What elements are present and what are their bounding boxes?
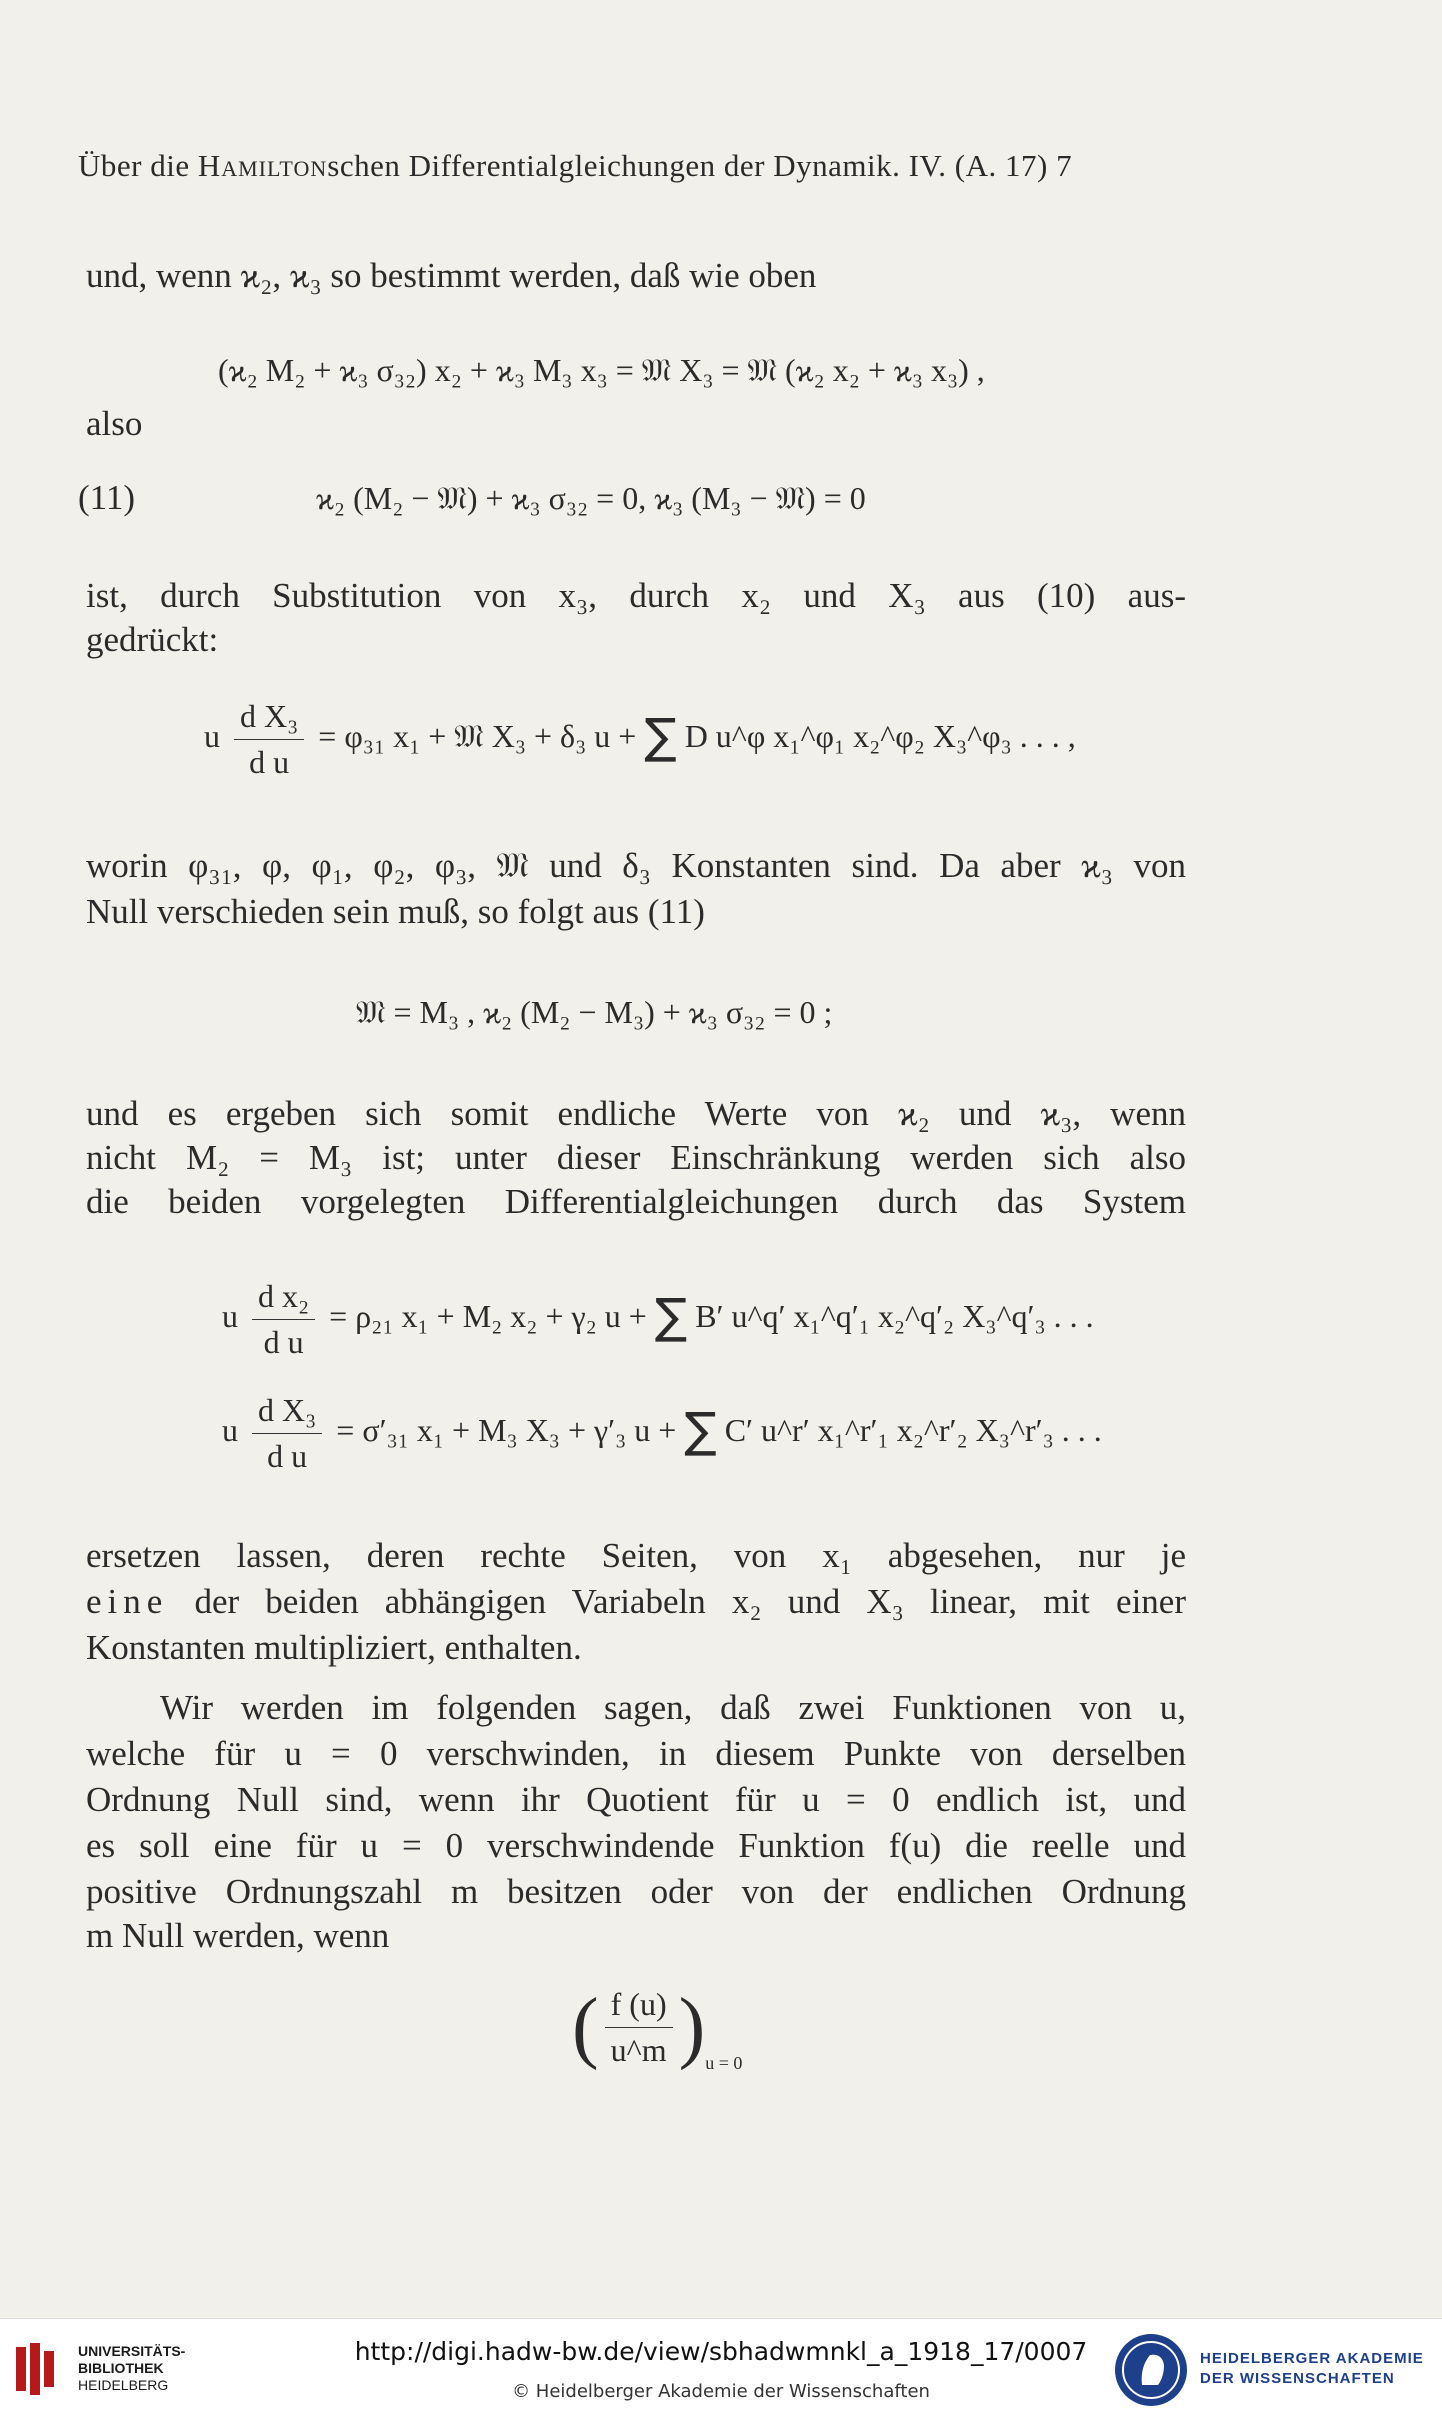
academy-line-2: DER WISSENSCHAFTEN bbox=[1200, 2370, 1395, 2387]
system-equation-2 bbox=[222, 1392, 1102, 1475]
academy-seal-icon bbox=[1112, 2331, 1190, 2409]
text-line: es soll eine für u = 0 verschwindende Funktion f(u) die reelle und bbox=[86, 1826, 1186, 1865]
text-line: positive Ordnungszahl m besitzen oder von der endlichen Ordnung bbox=[86, 1872, 1186, 1911]
text-line bbox=[86, 1580, 1186, 1624]
eq2-u: u bbox=[204, 717, 220, 754]
sys2-rhs: = σ′₃₁ x₁ + M₃ X₃ + γ′₃ u + bbox=[336, 1411, 677, 1448]
text-line: ersetzen lassen, deren rechte Seiten, von x₁ abgesehen, nur je bbox=[86, 1536, 1186, 1575]
line-rest: der beiden abhängigen Variabeln x₂ und X₃ linear, mit einer bbox=[168, 1582, 1186, 1621]
text-line: ist, durch Substitution von x₃, durch x₂ und X₃ aus (10) aus- bbox=[86, 576, 1186, 615]
eq2-rhs: = φ₃₁ x₁ + 𝔐 X₃ + δ₃ u + bbox=[318, 717, 637, 754]
permalink-url[interactable]: http://digi.hadw-bw.de/view/sbhadwmnkl_a_1918_17/0007 bbox=[354, 2337, 1088, 2366]
academy-line-1: HEIDELBERGER AKADEMIE bbox=[1200, 2350, 1424, 2367]
ub-line-3: HEIDELBERG bbox=[78, 2377, 169, 2393]
equation-2 bbox=[204, 698, 1076, 781]
summation-symbol: ∑ bbox=[644, 708, 677, 765]
final-denominator: u^m bbox=[610, 2032, 667, 2068]
academy-name bbox=[1200, 2349, 1424, 2389]
header-name: Hamilton bbox=[197, 148, 328, 183]
summation-symbol: ∑ bbox=[684, 1402, 717, 1459]
sys2-u: u bbox=[222, 1411, 238, 1448]
text-line: Konstanten multipliziert, enthalten. bbox=[86, 1628, 582, 1667]
final-numerator: f (u) bbox=[605, 1986, 673, 2028]
eq2-tail: D u^φ x₁^φ₁ x₂^φ₂ X₃^φ₃ . . . , bbox=[684, 717, 1076, 754]
left-paren: ( bbox=[572, 1983, 599, 2071]
sys1-tail: B′ u^q′ x₁^q′₁ x₂^q′₂ X₃^q′₃ . . . bbox=[695, 1297, 1094, 1334]
ub-line-2: BIBLIOTHEK bbox=[78, 2360, 164, 2376]
eq2-fraction bbox=[234, 698, 304, 781]
sys1-numerator: d x₂ bbox=[252, 1278, 315, 1320]
equation-1: (ϰ₂ M₂ + ϰ₃ σ₃₂) x₂ + ϰ₃ M₃ x₃ = 𝔐 X₃ = 𝔐 (ϰ₂ x₂ + ϰ₃ x₃) , bbox=[218, 352, 985, 388]
summation-symbol: ∑ bbox=[654, 1288, 688, 1345]
sys2-tail: C′ u^r′ x₁^r′₁ x₂^r′₂ X₃^r′₃ . . . bbox=[724, 1411, 1102, 1448]
spaced-word: eine bbox=[86, 1582, 169, 1621]
equation-11: ϰ₂ (M₂ − 𝔐) + ϰ₃ σ₃₂ = 0, ϰ₃ (M₃ − 𝔐) = 0 bbox=[316, 480, 866, 516]
sys1-denominator: d u bbox=[263, 1324, 304, 1360]
text-line: und es ergeben sich somit endliche Werte von ϰ₂ und ϰ₃, wenn bbox=[86, 1094, 1186, 1133]
footer-bar bbox=[0, 2318, 1442, 2421]
right-paren: ) bbox=[678, 1983, 706, 2071]
sys2-fraction bbox=[252, 1392, 322, 1475]
final-fraction bbox=[605, 1986, 673, 2069]
eq2-denominator: d u bbox=[249, 744, 290, 780]
text-line: und, wenn ϰ₂, ϰ₃ so bestimmt werden, daß wie oben bbox=[86, 256, 817, 295]
final-subscript: u = 0 bbox=[705, 2052, 743, 2073]
text-line: Null verschieden sein muß, so folgt aus (11) bbox=[86, 892, 705, 931]
equation-number: (11) bbox=[78, 478, 136, 517]
sys1-fraction bbox=[252, 1278, 315, 1361]
equation-3: 𝔐 = M₃ , ϰ₂ (M₂ − M₃) + ϰ₃ σ₃₂ = 0 ; bbox=[356, 994, 833, 1030]
text-line: welche für u = 0 verschwinden, in diesem Punkte von derselben bbox=[86, 1734, 1186, 1773]
text-line: Wir werden im folgenden sagen, daß zwei Funktionen von u, bbox=[160, 1688, 1186, 1727]
header-prefix: Über die bbox=[78, 148, 198, 183]
text-line: Ordnung Null sind, wenn ihr Quotient für u = 0 endlich ist, und bbox=[86, 1780, 1186, 1819]
copyright-notice: © Heidelberger Akademie der Wissenschaften bbox=[512, 2381, 930, 2402]
sys2-denominator: d u bbox=[267, 1438, 308, 1474]
text-line: nicht M₂ = M₃ ist; unter dieser Einschränkung werden sich also bbox=[86, 1138, 1186, 1177]
sys1-rhs: = ρ₂₁ x₁ + M₂ x₂ + γ₂ u + bbox=[329, 1297, 647, 1334]
running-header bbox=[78, 148, 1188, 184]
text-line: gedrückt: bbox=[86, 620, 219, 659]
ub-line-1: UNIVERSITÄTS- bbox=[78, 2343, 186, 2359]
system-equation-1 bbox=[222, 1278, 1094, 1361]
text-line: worin φ₃₁, φ, φ₁, φ₂, φ₃, 𝔐 und δ₃ Konstanten sind. Da aber ϰ₃ von bbox=[86, 846, 1186, 885]
text-line: die beiden vorgelegten Differentialgleichungen durch das System bbox=[86, 1182, 1186, 1221]
final-expression bbox=[572, 1982, 742, 2074]
header-suffix: schen Differentialgleichungen der Dynamik. IV. (A. 17) 7 bbox=[327, 148, 1073, 183]
sys2-numerator: d X₃ bbox=[252, 1392, 322, 1434]
sys1-u: u bbox=[222, 1297, 238, 1334]
text-line: also bbox=[86, 404, 143, 443]
text-line: m Null werden, wenn bbox=[86, 1916, 390, 1955]
eq2-numerator: d X₃ bbox=[234, 698, 304, 740]
